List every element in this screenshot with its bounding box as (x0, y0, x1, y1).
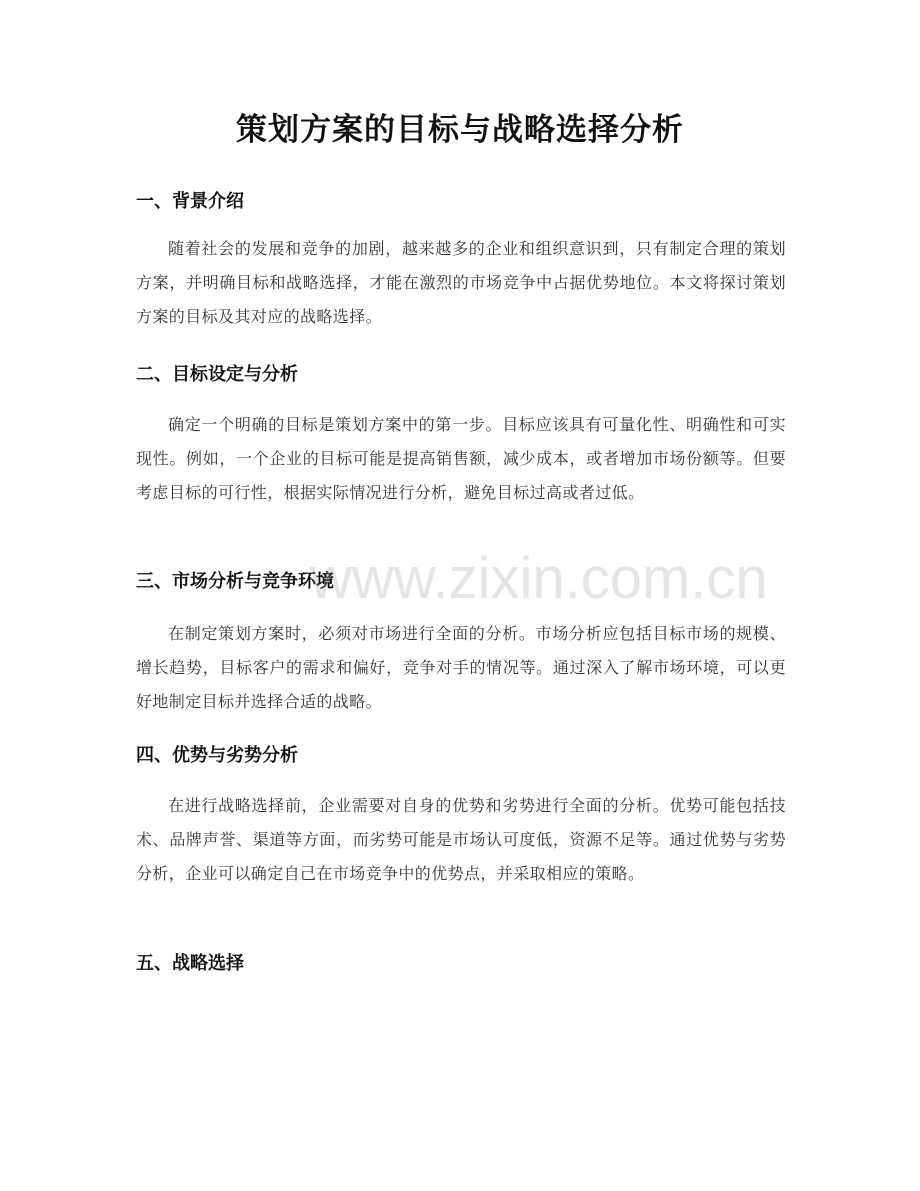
section-heading-strategy-selection: 五、战略选择 (136, 953, 244, 974)
section-heading-market-analysis: 三、市场分析与竞争环境 (136, 571, 334, 592)
section-paragraph-background: 随着社会的发展和竞争的加剧，越来越多的企业和组织意识到，只有制定合理的策划方案，并明确目标和战略选择，才能在激烈的市场竞争中占据优势地位。本文将探讨策划方案的目标及其对应的战略选择。 (136, 239, 786, 326)
document-title: 策划方案的目标与战略选择分析 (236, 112, 684, 148)
section-paragraph-market-analysis: 在制定策划方案时，必须对市场进行全面的分析。市场分析应包括目标市场的规模、增长趋势，目标客户的需求和偏好，竞争对手的情况等。通过深入了解市场环境，可以更好地制定目标并选择合适的战略。 (136, 624, 786, 711)
section-heading-background: 一、背景介绍 (136, 191, 244, 212)
section-heading-goal-setting: 二、目标设定与分析 (136, 364, 298, 385)
section-paragraph-goal-setting: 确定一个明确的目标是策划方案中的第一步。目标应该具有可量化性、明确性和可实现性。例如，一个企业的目标可能是提高销售额，减少成本，或者增加市场份额等。但要考虑目标的可行性，根据实际情况进行分析，避免目标过高或者过低。 (136, 415, 786, 502)
section-heading-strengths-weaknesses: 四、优势与劣势分析 (136, 745, 298, 766)
watermark: www.zixin.com.cn (310, 546, 768, 611)
section-paragraph-strengths-weaknesses: 在进行战略选择前，企业需要对自身的优势和劣势进行全面的分析。优势可能包括技术、品牌声誉、渠道等方面，而劣势可能是市场认可度低，资源不足等。通过优势与劣势分析，企业可以确定自己在市场竞争中的优势点，并采取相应的策略。 (136, 796, 786, 883)
